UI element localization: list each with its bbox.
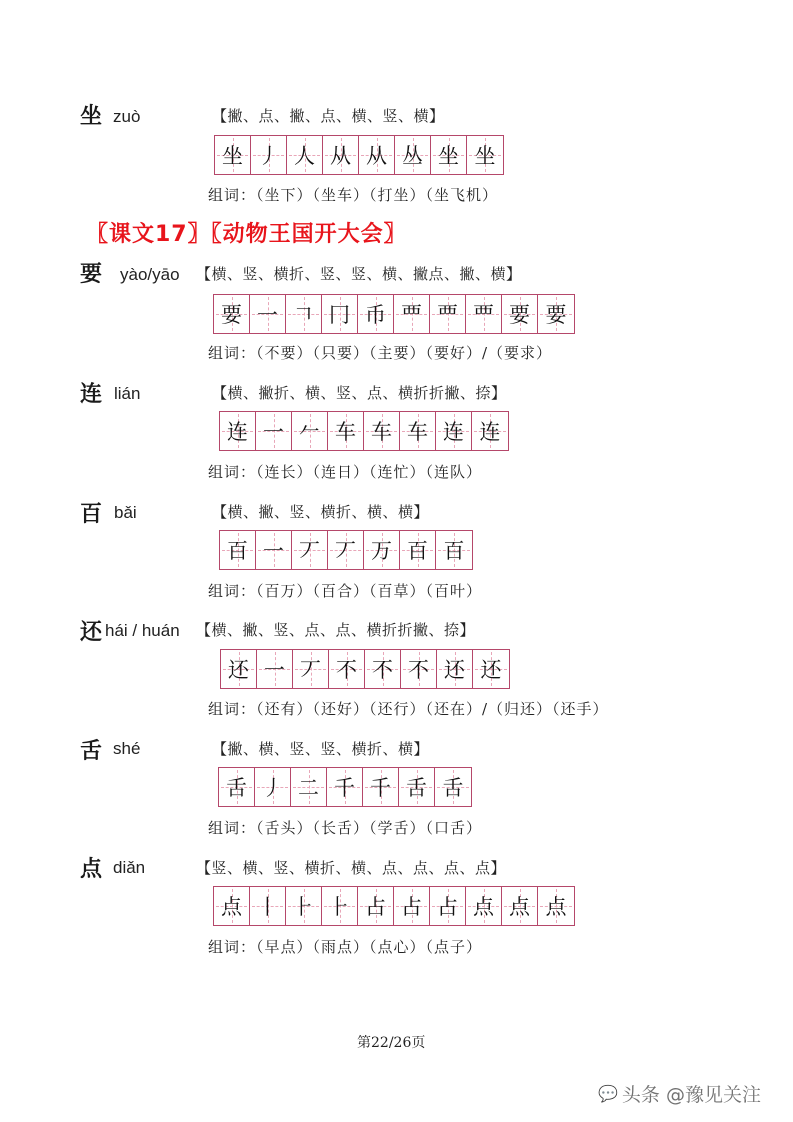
pinyin: zuò (113, 107, 141, 126)
grid-cell: 要 (214, 295, 250, 333)
word-examples: 组词：（不要）（只要）（主要）（要好）/（要求） (208, 344, 553, 362)
grid-cell: 𠂉 (292, 412, 328, 450)
grid-cell: ⺊ (286, 887, 322, 925)
grid-cell: 舌 (219, 768, 255, 806)
grid-cell: 不 (401, 650, 437, 688)
headword: 百 (80, 502, 103, 527)
headword: 连 (80, 382, 103, 407)
grid-cell: 占 (430, 887, 466, 925)
stroke-grid (219, 411, 509, 451)
word-examples: 组词：（连长）（连日）（连忙）（连队） (208, 463, 483, 481)
grid-cell: 坐 (215, 136, 251, 174)
grid-cell: 要 (502, 295, 538, 333)
grid-cell: 二 (291, 768, 327, 806)
grid-cell: 百 (220, 531, 256, 569)
pinyin: bǎi (114, 503, 137, 522)
grid-cell: 车 (328, 412, 364, 450)
pinyin: lián (114, 384, 141, 403)
grid-cell: 舌 (399, 768, 435, 806)
grid-cell: 点 (538, 887, 574, 925)
grid-cell: 还 (473, 650, 509, 688)
grid-cell: 覀 (466, 295, 502, 333)
grid-cell: 人 (287, 136, 323, 174)
grid-cell: 从 (323, 136, 359, 174)
grid-cell: 占 (394, 887, 430, 925)
grid-cell: 丆 (292, 531, 328, 569)
grid-cell: 覀 (394, 295, 430, 333)
grid-cell: 丆 (328, 531, 364, 569)
wechat-icon: 💬 (598, 1084, 618, 1103)
pinyin: shé (113, 739, 141, 758)
grid-cell: 丨 (250, 887, 286, 925)
grid-cell: ⺊ (322, 887, 358, 925)
grid-cell: 占 (358, 887, 394, 925)
grid-cell: 一 (256, 531, 292, 569)
stroke-grid (213, 886, 575, 926)
word-examples: 组词：（百万）（百合）（百草）（百叶） (208, 582, 483, 600)
grid-cell: 点 (214, 887, 250, 925)
grid-cell: 丛 (395, 136, 431, 174)
grid-cell: 冂 (322, 295, 358, 333)
grid-cell: 点 (502, 887, 538, 925)
grid-cell: 坐 (431, 136, 467, 174)
stroke-grid (213, 294, 575, 334)
grid-cell: 币 (358, 295, 394, 333)
grid-cell: 还 (221, 650, 257, 688)
grid-cell: 连 (436, 412, 472, 450)
stroke-order-text: 【撇、横、竖、竖、横折、横】 (212, 740, 430, 758)
grid-cell: 车 (400, 412, 436, 450)
stroke-order-text: 【撇、点、撇、点、横、竖、横】 (212, 107, 445, 125)
grid-cell: 不 (365, 650, 401, 688)
grid-cell: 还 (437, 650, 473, 688)
pinyin: yào/yāo (120, 265, 180, 284)
lesson-title: 〖课文17〗〖动物王国开大会〗 (86, 222, 407, 247)
page-number: 第22/26页 (357, 1035, 426, 1051)
grid-cell: 要 (538, 295, 574, 333)
stroke-order-text: 【横、撇折、横、竖、点、横折折撇、捺】 (212, 384, 507, 402)
stroke-grid (218, 767, 472, 807)
grid-cell: 丆 (293, 650, 329, 688)
headword: 坐 (80, 104, 103, 129)
grid-cell: 车 (364, 412, 400, 450)
grid-cell: 千 (363, 768, 399, 806)
grid-cell: 连 (472, 412, 508, 450)
grid-cell: 一 (257, 650, 293, 688)
watermark (598, 1080, 761, 1107)
headword: 要 (80, 262, 103, 287)
grid-cell: 覀 (430, 295, 466, 333)
watermark-text: 头条 @豫见关注 (621, 1084, 761, 1106)
stroke-order-text: 【竖、横、竖、横折、横、点、点、点、点】 (196, 859, 507, 877)
grid-cell: 一 (256, 412, 292, 450)
grid-cell: 丿 (255, 768, 291, 806)
stroke-order-text: 【横、撇、竖、横折、横、横】 (212, 503, 430, 521)
headword: 点 (80, 857, 103, 882)
word-examples: 组词：（还有）（还好）（还行）（还在）/（归还）（还手） (208, 700, 609, 718)
stroke-grid (214, 135, 504, 175)
pinyin: diǎn (113, 858, 146, 877)
word-examples: 组词：（舌头）（长舌）（学舌）（口舌） (208, 819, 483, 837)
grid-cell: 坐 (467, 136, 503, 174)
grid-cell: 百 (436, 531, 472, 569)
pinyin: hái / huán (105, 621, 180, 640)
grid-cell: 舌 (435, 768, 471, 806)
grid-cell: 连 (220, 412, 256, 450)
word-examples: 组词：（早点）（雨点）（点心）（点子） (208, 938, 483, 956)
grid-cell: 千 (327, 768, 363, 806)
word-examples: 组词：（坐下）（坐车）（打坐）（坐飞机） (208, 186, 499, 204)
stroke-grid (220, 649, 510, 689)
headword: 还 (80, 620, 103, 645)
headword: 舌 (80, 739, 103, 764)
grid-cell: 𠃍 (286, 295, 322, 333)
stroke-order-text: 【横、竖、横折、竖、竖、横、撇点、撇、横】 (196, 265, 522, 283)
grid-cell: 一 (250, 295, 286, 333)
grid-cell: 百 (400, 531, 436, 569)
grid-cell: 不 (329, 650, 365, 688)
grid-cell: 从 (359, 136, 395, 174)
stroke-order-text: 【横、撇、竖、点、点、横折折撇、捺】 (196, 621, 476, 639)
grid-cell: 万 (364, 531, 400, 569)
grid-cell: 点 (466, 887, 502, 925)
grid-cell: 丿 (251, 136, 287, 174)
stroke-grid (219, 530, 473, 570)
